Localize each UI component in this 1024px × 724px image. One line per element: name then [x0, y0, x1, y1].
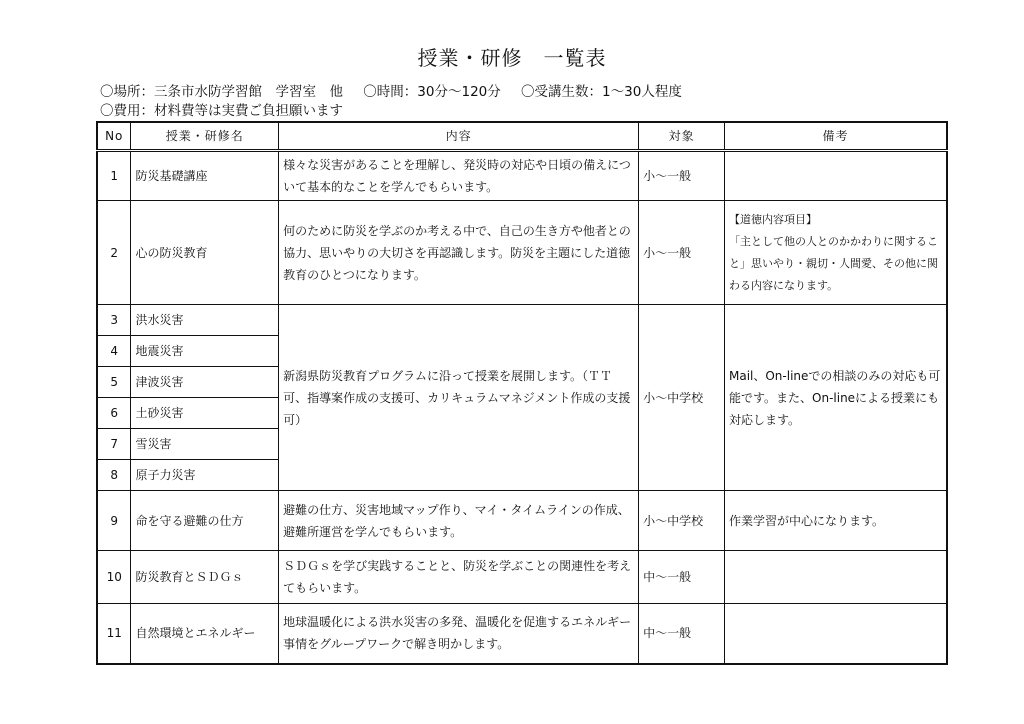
table-row [97, 201, 947, 305]
header-no: No [97, 122, 131, 151]
row-target: 中～一般 [639, 551, 725, 604]
table-row [97, 305, 947, 336]
group-content: 新潟県防災教育プログラムに沿って授業を展開します。（ＴＴ可、指導案作成の支援可、カリキュラムマネジメント作成の支援可） [279, 305, 639, 491]
row-name: 命を守る避難の仕方 [131, 491, 279, 551]
row-no: 10 [97, 551, 131, 604]
row-note [724, 604, 947, 664]
row-target: 小～一般 [639, 201, 725, 305]
row-content: 何のために防災を学ぶのか考える中で、自己の生き方や他者との協力、思いやりの大切さを再認識します。防災を主題にした道徳教育のひとつになります。 [279, 201, 639, 305]
row-note [724, 151, 947, 201]
group-target: 小～中学校 [639, 305, 725, 491]
row-note [724, 201, 947, 305]
info-students: 〇受講生数：1～30人程度 [521, 84, 682, 100]
table-row [97, 604, 947, 664]
row-content: 避難の仕方、災害地域マップ作り、マイ・タイムラインの作成、避難所運営を学んでもらいます。 [279, 491, 639, 551]
row-content: 地球温暖化による洪水災害の多発、温暖化を促進するエネルギー事情をグループワークで解き明かします。 [279, 604, 639, 664]
row-no: 11 [97, 604, 131, 664]
row-content: ＳＤＧｓを学び実践することと、防災を学ぶことの関連性を考えてもらいます。 [279, 551, 639, 604]
table-row [97, 151, 947, 201]
row-no: 6 [97, 398, 131, 429]
header-note: 備考 [724, 122, 947, 151]
group-note: Mail、On-lineでの相談のみの対応も可能です。また、On-lineによる授業にも対応します。 [724, 305, 947, 491]
info-line-2 [100, 99, 359, 119]
page-title: 授業・研修 一覧表 [417, 46, 607, 70]
row-note [724, 551, 947, 604]
table-header-row [97, 122, 947, 151]
row-no: 3 [97, 305, 131, 336]
note-text: 「主として他の人とのかかわりに関すること」思いやり・親切・人間愛、その他に関わる内容になります。 [728, 234, 938, 292]
course-table [96, 121, 948, 665]
row-target: 小～一般 [639, 151, 725, 201]
row-target: 小～中学校 [639, 491, 725, 551]
row-no: 4 [97, 336, 131, 367]
row-name: 津波災害 [131, 367, 279, 398]
row-name: 雪災害 [131, 429, 279, 460]
header-name: 授業・研修名 [131, 122, 279, 151]
row-name: 土砂災害 [131, 398, 279, 429]
row-name: 自然環境とエネルギー [131, 604, 279, 664]
row-no: 7 [97, 429, 131, 460]
info-cost: 〇費用：材料費等は実費ご負担願います [100, 103, 343, 119]
table-row [97, 491, 947, 551]
row-name: 地震災害 [131, 336, 279, 367]
table-row [97, 551, 947, 604]
info-time: 〇時間：30分～120分 [363, 84, 501, 100]
row-no: 9 [97, 491, 131, 551]
header-target: 対象 [639, 122, 725, 151]
row-note: 作業学習が中心になります。 [724, 491, 947, 551]
row-name: 原子力災害 [131, 460, 279, 491]
row-name: 洪水災害 [131, 305, 279, 336]
row-target: 中～一般 [639, 604, 725, 664]
row-name: 心の防災教育 [131, 201, 279, 305]
row-name: 防災教育とＳＤＧｓ [131, 551, 279, 604]
header-content: 内容 [279, 122, 639, 151]
row-no: 1 [97, 151, 131, 201]
row-name: 防災基礎講座 [131, 151, 279, 201]
row-no: 2 [97, 201, 131, 305]
info-place: 〇場所：三条市水防学習館 学習室 他 [100, 84, 343, 100]
row-no: 8 [97, 460, 131, 491]
row-no: 5 [97, 367, 131, 398]
note-heading: 【道徳内容項目】 [728, 212, 817, 226]
row-content: 様々な災害があることを理解し、発災時の対応や日頃の備えについて基本的なことを学んでもらいます。 [279, 151, 639, 201]
info-line-1 [100, 80, 698, 100]
